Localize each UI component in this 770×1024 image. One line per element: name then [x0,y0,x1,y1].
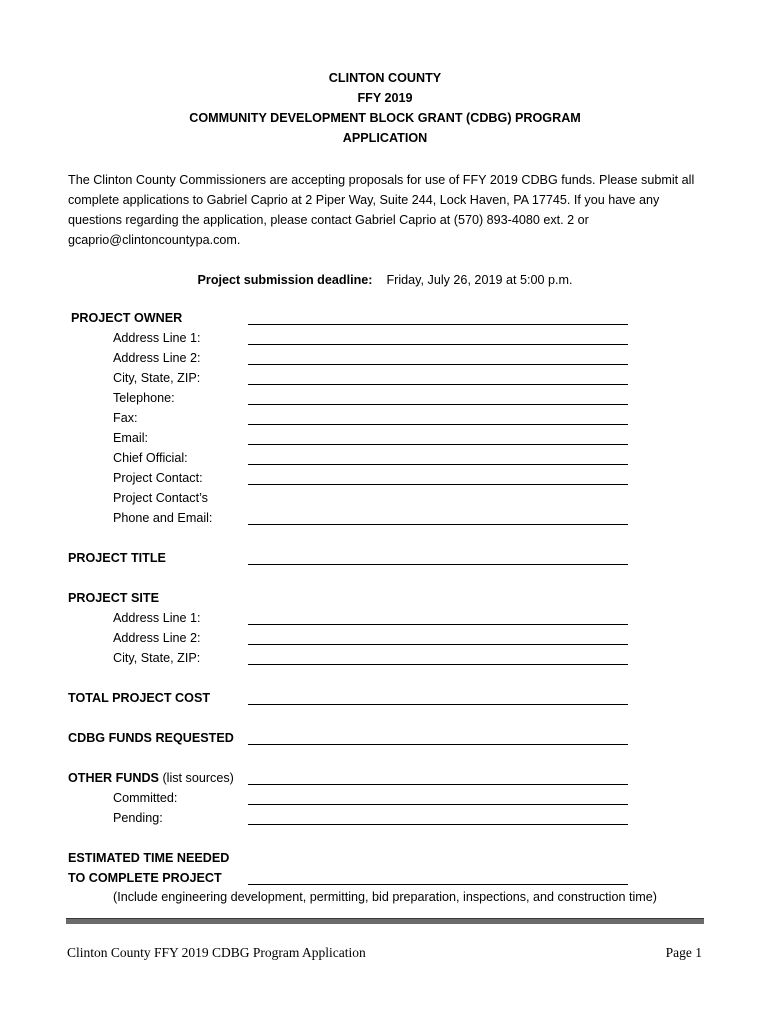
other-funds-note: (list sources) [162,771,234,785]
other-funds-field[interactable] [248,784,628,785]
owner-telephone-field[interactable] [248,404,628,405]
owner-address1-label: Address Line 1: [113,331,201,345]
total-cost-field[interactable] [248,704,628,705]
site-address1-label: Address Line 1: [113,611,201,625]
cdbg-requested-heading: CDBG FUNDS REQUESTED [68,731,234,745]
project-owner-field[interactable] [248,324,628,325]
owner-contact-phone-label-1: Project Contact’s [113,491,208,505]
pending-field[interactable] [248,824,628,825]
project-title-heading: PROJECT TITLE [68,551,166,565]
footer-divider [66,918,704,924]
site-address2-field[interactable] [248,644,628,645]
pending-label: Pending: [113,811,163,825]
submission-deadline [0,270,770,290]
owner-address2-field[interactable] [248,364,628,365]
owner-city-label: City, State, ZIP: [113,371,201,385]
intro-email: gcaprio@clintoncountypa.com. [68,233,241,247]
site-address2-label: Address Line 2: [113,631,201,645]
time-needed-heading-1: ESTIMATED TIME NEEDED [68,851,230,865]
project-title-field[interactable] [248,564,628,565]
time-needed-field[interactable] [248,884,628,885]
project-owner-heading: PROJECT OWNER [71,311,183,325]
deadline-label: Project submission deadline: [197,273,373,287]
total-cost-heading: TOTAL PROJECT COST [68,691,211,705]
owner-address2-label: Address Line 2: [113,351,201,365]
owner-fax-field[interactable] [248,424,628,425]
footer-title: Clinton County FFY 2019 CDBG Program Application [67,945,366,960]
owner-project-contact-field[interactable] [248,484,628,485]
owner-project-contact-label: Project Contact: [113,471,203,485]
owner-email-label: Email: [113,431,148,445]
owner-city-field[interactable] [248,384,628,385]
owner-fax-label: Fax: [113,411,138,425]
site-city-label: City, State, ZIP: [113,651,201,665]
owner-chief-official-label: Chief Official: [113,451,188,465]
owner-chief-official-field[interactable] [248,464,628,465]
owner-contact-phone-label-2: Phone and Email: [113,511,213,525]
site-city-field[interactable] [248,664,628,665]
intro-paragraph [68,170,708,250]
committed-field[interactable] [248,804,628,805]
time-needed-heading-2: TO COMPLETE PROJECT [68,871,222,885]
owner-email-field[interactable] [248,444,628,445]
header-year: FFY 2019 [357,91,413,105]
intro-line: questions regarding the application, please contact Gabriel Caprio at (570) 893-4080 ext. 2 or [68,213,589,227]
intro-line: complete applications to Gabriel Caprio at 2 Piper Way, Suite 244, Lock Haven, PA 17745. If you have any [68,193,660,207]
owner-contact-phone-field[interactable] [248,524,628,525]
committed-label: Committed: [113,791,178,805]
other-funds-heading-row [68,768,234,788]
header-program: COMMUNITY DEVELOPMENT BLOCK GRANT (CDBG) PROGRAM [189,111,581,125]
project-site-heading: PROJECT SITE [68,591,159,605]
header-county: CLINTON COUNTY [328,71,442,85]
owner-address1-field[interactable] [248,344,628,345]
header-application: APPLICATION [342,131,428,145]
site-address1-field[interactable] [248,624,628,625]
cdbg-requested-field[interactable] [248,744,628,745]
deadline-value: Friday, July 26, 2019 at 5:00 p.m. [386,273,573,287]
footer-page-number: Page 1 [665,945,702,960]
owner-telephone-label: Telephone: [113,391,175,405]
time-needed-note: (Include engineering development, permitting, bid preparation, inspections, and construction time) [113,890,657,904]
other-funds-heading: OTHER FUNDS [68,771,159,785]
intro-line: The Clinton County Commissioners are accepting proposals for use of FFY 2019 CDBG funds. Please submit all [68,173,695,187]
